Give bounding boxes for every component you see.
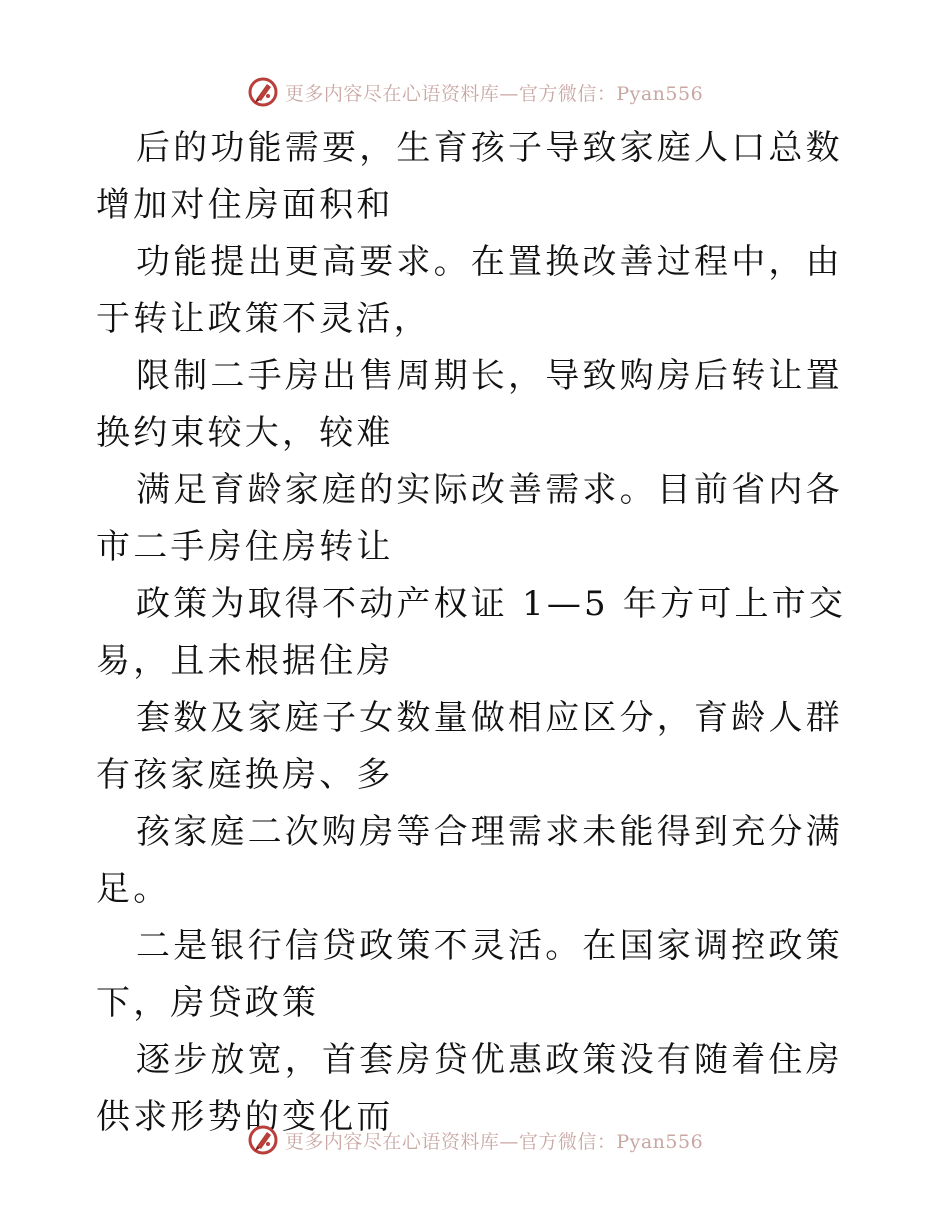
paragraph: 政策为取得不动产权证 1—5 年方可上市交易，且未根据住房 — [96, 584, 847, 681]
paragraph: 满足育龄家庭的实际改善需求。目前省内各市二手房住房转让 — [96, 470, 843, 567]
paragraph: 套数及家庭子女数量做相应区分，育龄人群有孩家庭换房、多 — [96, 698, 843, 795]
header-banner — [0, 70, 950, 114]
paragraph: 孩家庭二次购房等合理需求未能得到充分满足。 — [96, 812, 843, 909]
document-body — [96, 120, 866, 1146]
pen-logo-icon — [247, 76, 279, 108]
banner-text: 更多内容尽在心语资料库—官方微信：Pyan556 — [284, 82, 704, 105]
banner-text: 更多内容尽在心语资料库—官方微信：Pyan556 — [284, 1130, 704, 1153]
paragraph: 限制二手房出售周期长，导致购房后转让置换约束较大，较难 — [96, 356, 843, 453]
paragraph: 二是银行信贷政策不灵活。在国家调控政策下，房贷政策 — [96, 926, 843, 1023]
footer-banner — [0, 1118, 950, 1162]
paragraph: 功能提出更高要求。在置换改善过程中，由于转让政策不灵活， — [96, 242, 843, 339]
paragraph: 后的功能需要，生育孩子导致家庭人口总数增加对住房面积和 — [96, 128, 843, 225]
paragraph: 逐步放宽，首套房贷优惠政策没有随着住房供求形势的变化而 — [96, 1040, 843, 1137]
pen-logo-icon — [247, 1124, 279, 1156]
